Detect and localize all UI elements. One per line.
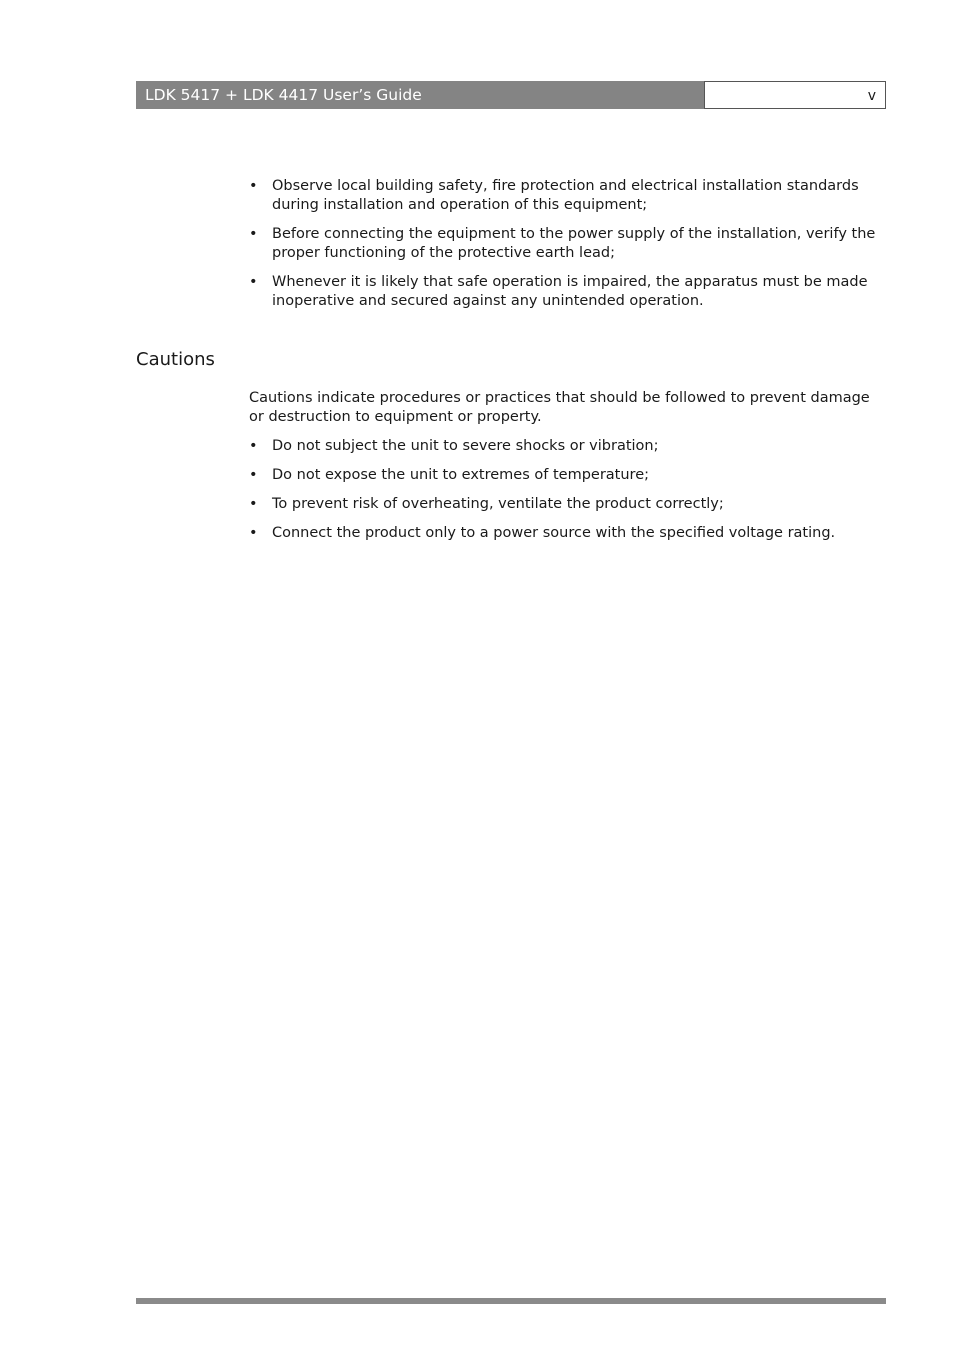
list-item xyxy=(249,225,889,263)
cautions-block xyxy=(249,389,889,553)
list-item xyxy=(249,437,889,456)
list-item-text: Do not expose the unit to extremes of temperature; xyxy=(272,467,649,483)
bullet-glyph: • xyxy=(249,274,258,290)
list-item-text: Observe local building safety, fire protection and electrical installation standards during installation and operation of this equipment; xyxy=(272,178,859,213)
bullet-glyph: • xyxy=(249,467,258,483)
list-item xyxy=(249,177,889,215)
list-item-text: To prevent risk of overheating, ventilate the product correctly; xyxy=(272,496,724,512)
bullet-glyph: • xyxy=(249,496,258,512)
document-title: LDK 5417 + LDK 4417 User’s Guide xyxy=(145,86,422,104)
page-number-box xyxy=(704,81,886,109)
running-header-bar xyxy=(136,81,704,109)
list-item xyxy=(249,273,889,311)
bullet-glyph: • xyxy=(249,178,258,194)
bullet-glyph: • xyxy=(249,226,258,242)
list-item-text: Do not subject the unit to severe shocks or vibration; xyxy=(272,438,659,454)
footer-rule xyxy=(136,1298,886,1304)
list-item xyxy=(249,495,889,514)
list-item xyxy=(249,466,889,485)
safety-list-block xyxy=(249,177,889,321)
cautions-intro: Cautions indicate procedures or practices that should be followed to prevent damage or destruction to equipment or property. xyxy=(249,390,870,425)
bullet-glyph: • xyxy=(249,438,258,454)
list-item-text: Before connecting the equipment to the power supply of the installation, verify the proper functioning of the protective earth lead; xyxy=(272,226,876,261)
list-item xyxy=(249,524,889,543)
bullet-glyph: • xyxy=(249,525,258,541)
page-number: v xyxy=(867,88,876,104)
safety-list xyxy=(249,177,889,311)
list-item-text: Whenever it is likely that safe operation is impaired, the apparatus must be made inoperative and secured against any unintended operation. xyxy=(272,274,868,309)
list-item-text: Connect the product only to a power source with the specified voltage rating. xyxy=(272,525,836,541)
cautions-heading: Cautions xyxy=(136,349,215,370)
cautions-list xyxy=(249,437,889,543)
